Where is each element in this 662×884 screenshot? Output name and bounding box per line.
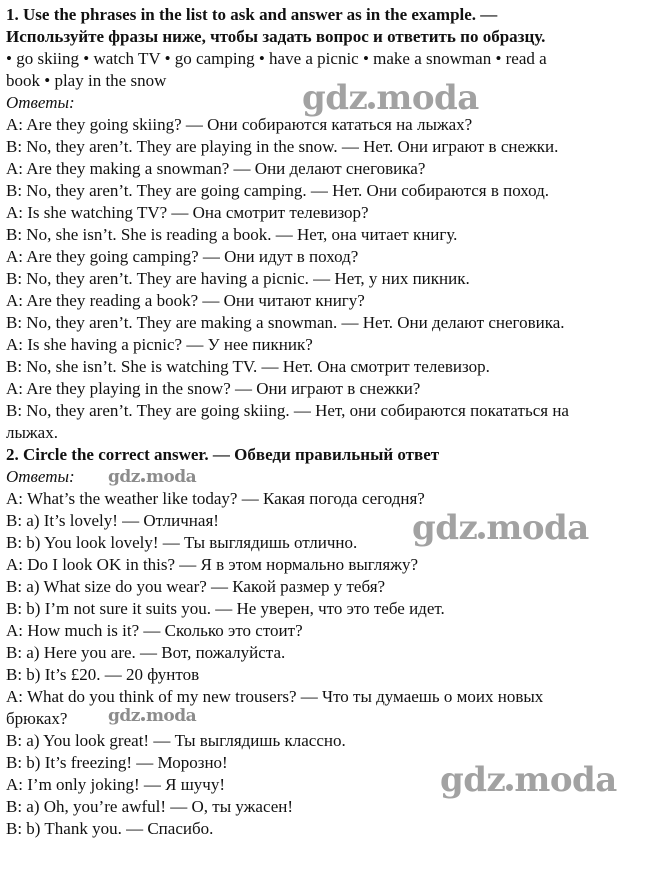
watermark-dot-icon [141, 717, 145, 721]
watermark-logo [108, 706, 196, 726]
dialogue-line: A: Are they going camping? — Они идут в поход? [6, 247, 359, 266]
watermark-dot-icon [141, 478, 145, 482]
watermark-right-text: moda [145, 467, 197, 487]
watermark-logo [108, 467, 196, 487]
dialogue-line: A: Are they making a snowman? — Они делают снеговика? [6, 159, 426, 178]
dialogue-line: B: a) It’s lovely! — Отличная! [6, 511, 219, 530]
phrase-list-line-2: book • play in the snow [6, 71, 167, 90]
watermark-dot-icon [506, 784, 513, 791]
watermark-left-text: gdz [440, 760, 506, 800]
watermark-left-text: gdz [108, 706, 140, 726]
dialogue-line: A: What do you think of my new trousers? — Что ты думаешь о моих новых [6, 687, 544, 706]
watermark-logo [412, 508, 589, 548]
watermark-left-text: gdz [302, 78, 368, 118]
watermark-left-text: gdz [108, 467, 140, 487]
dialogue-line: B: b) I’m not sure it suits you. — Не уверен, что это тебе идет. [6, 599, 445, 618]
watermark-right-text: moda [145, 706, 197, 726]
exercise2-heading: 2. Circle the correct answer. — Обведи правильный ответ [6, 445, 440, 464]
exercise2-answers-label: Ответы: [6, 467, 75, 486]
dialogue-line: A: Is she watching TV? — Она смотрит телевизор? [6, 203, 369, 222]
watermark-dot-icon [368, 102, 375, 109]
dialogue-line: A: Are they playing in the snow? — Они играют в снежки? [6, 379, 421, 398]
dialogue-line: брюках? [6, 709, 68, 728]
exercise1-heading-ru: Используйте фразы ниже, чтобы задать вопрос и ответить по образцу. [6, 27, 546, 46]
exercise1-heading-en: 1. Use the phrases in the list to ask and answer as in the example. — [6, 5, 498, 24]
watermark-logo [302, 78, 479, 118]
dialogue-line: B: No, they aren’t. They are making a snowman. — Нет. Они делают снеговика. [6, 313, 565, 332]
dialogue-line: B: No, they aren’t. They are playing in the snow. — Нет. Они играют в снежки. [6, 137, 559, 156]
watermark-right-text: moda [514, 760, 617, 800]
dialogue-line: B: a) Here you are. — Вот, пожалуйста. [6, 643, 286, 662]
watermark-right-text: moda [486, 508, 589, 548]
dialogue-line: B: b) It’s £20. — 20 фунтов [6, 665, 200, 684]
dialogue-line: B: No, she isn’t. She is reading a book. — Нет, она читает книгу. [6, 225, 458, 244]
dialogue-line: лыжах. [6, 423, 58, 442]
dialogue-line: B: a) What size do you wear? — Какой размер у тебя? [6, 577, 386, 596]
dialogue-line: B: a) Oh, you’re awful! — О, ты ужасен! [6, 797, 294, 816]
watermark-dot-icon [478, 532, 485, 539]
watermark-left-text: gdz [412, 508, 478, 548]
phrase-list-line-1: • go skiing • watch TV • go camping • have a picnic • make a snowman • read a [6, 49, 547, 68]
document-page [6, 4, 656, 840]
dialogue-line: B: No, they aren’t. They are going camping. — Нет. Они собираются в поход. [6, 181, 550, 200]
dialogue-line: A: Do I look OK in this? — Я в этом нормально выгляжу? [6, 555, 419, 574]
dialogue-line: A: How much is it? — Сколько это стоит? [6, 621, 303, 640]
dialogue-line: A: I’m only joking! — Я шучу! [6, 775, 226, 794]
dialogue-line: B: No, they aren’t. They are having a picnic. — Нет, у них пикник. [6, 269, 470, 288]
watermark-logo [440, 760, 617, 800]
dialogue-line: B: No, they aren’t. They are going skiing. — Нет, они собираются покататься на [6, 401, 569, 420]
dialogue-line: B: b) Thank you. — Спасибо. [6, 819, 214, 838]
dialogue-line: A: What’s the weather like today? — Какая погода сегодня? [6, 489, 425, 508]
dialogue-line: B: No, she isn’t. She is watching TV. — Нет. Она смотрит телевизор. [6, 357, 490, 376]
dialogue-line: B: a) You look great! — Ты выглядишь классно. [6, 731, 346, 750]
dialogue-line: B: b) You look lovely! — Ты выглядишь отлично. [6, 533, 358, 552]
dialogue-line: A: Are they reading a book? — Они читают книгу? [6, 291, 365, 310]
exercise1-answers-label: Ответы: [6, 93, 75, 112]
dialogue-line: A: Is she having a picnic? — У нее пикник? [6, 335, 313, 354]
watermark-right-text: moda [376, 78, 479, 118]
dialogue-line: B: b) It’s freezing! — Морозно! [6, 753, 228, 772]
dialogue-line: A: Are they going skiing? — Они собираются кататься на лыжах? [6, 115, 473, 134]
